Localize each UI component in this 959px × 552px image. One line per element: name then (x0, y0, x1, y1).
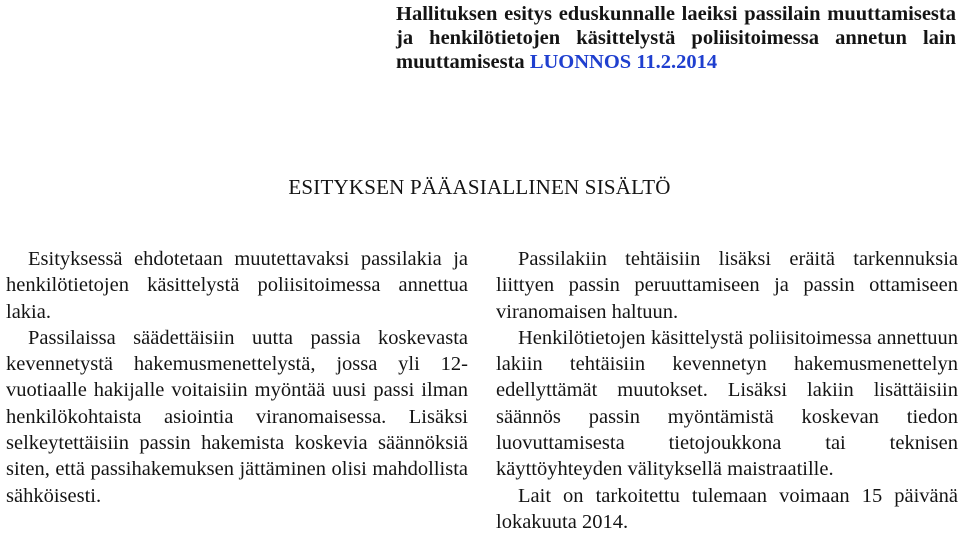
right-paragraph-1: Passilakiin tehtäisiin lisäksi eräitä tarkennuksia liittyen passin peruuttamiseen ja passin ottamiseen viranomaisen haltuun. (496, 248, 958, 323)
right-paragraph-2: Henkilötietojen käsittelystä poliisitoimessa annettuun lakiin tehtäisiin kevennetyn hakemusmenettelyn edellyttämät muutokset. Lisäksi lakiin lisättäisiin säännös passin myöntämistä koskevan tiedon luovuttamisesta tietojoukkona tai teknisen käyttöyhteyden välityksellä maistraatille. (496, 326, 958, 481)
left-paragraph-2: Passilaissa säädettäisiin uutta passia koskevasta kevennetystä hakemusmenettelystä, jossa yli 12-vuotiaalle hakijalle voitaisiin myöntää uusi passi ilman henkilökohtaista asiointia viranomaisessa. Lisäksi selkeytettäisiin passin hakemista koskevia säännöksiä siten, että passihakemuksen jättäminen olisi mahdollista sähköisesti. (6, 326, 468, 507)
section-heading: ESITYKSEN PÄÄASIALLINEN SISÄLTÖ (288, 175, 671, 199)
draft-note: LUONNOS 11.2.2014 (529, 51, 718, 73)
right-paragraph-3: Lait on tarkoitettu tulemaan voimaan 15 päivänä lokakuuta 2014. (496, 484, 958, 533)
left-column (6, 246, 468, 509)
title-main: Hallituksen esitys eduskunnalle laeiksi passilain muuttamisesta ja henkilötietojen käsittelystä poliisitoimessa annetun lain muuttamisesta (396, 3, 956, 73)
right-column (496, 246, 958, 535)
document-title (396, 2, 956, 74)
left-paragraph-1: Esityksessä ehdotetaan muutettavaksi passilakia ja henkilötietojen käsittelystä poliisitoimessa annettua lakia. (6, 248, 468, 323)
